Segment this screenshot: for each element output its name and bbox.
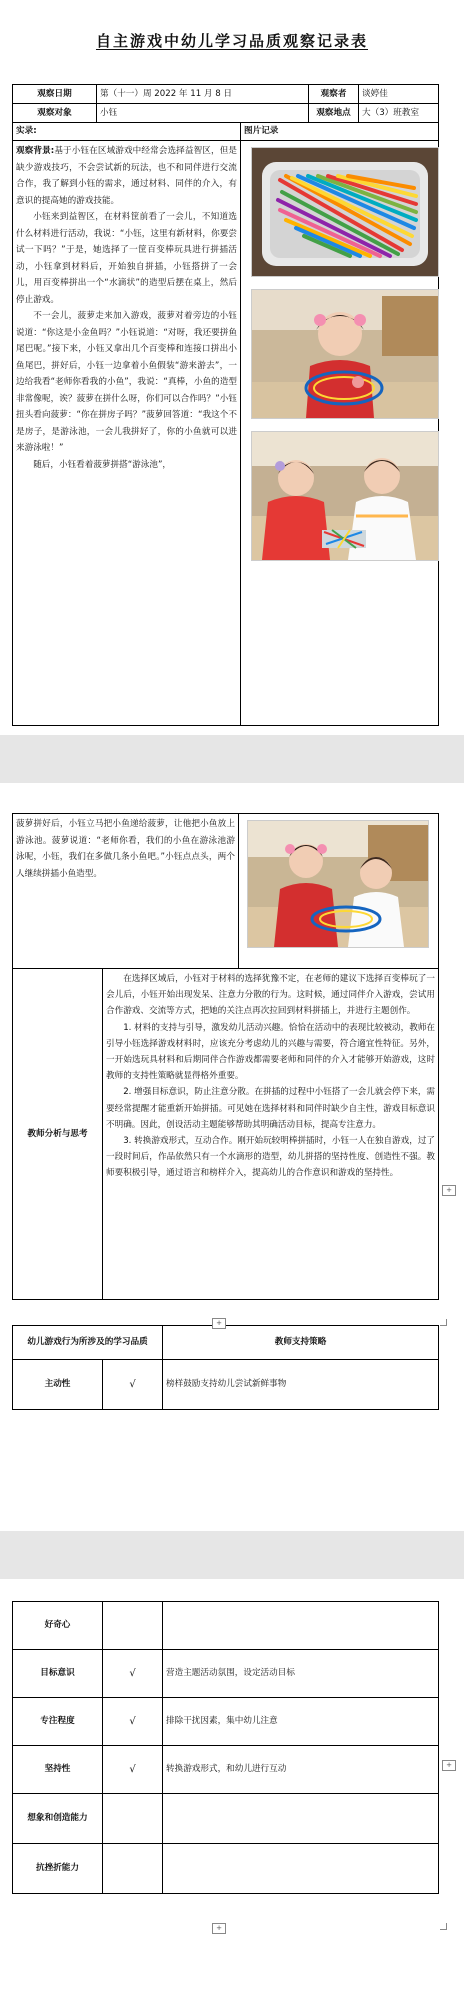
record-narrative	[13, 141, 241, 726]
quality-strategy: 榜样鼓励支持幼儿尝试新鲜事物	[163, 1360, 439, 1410]
quality-strategy	[163, 1844, 439, 1894]
quality-check	[103, 1602, 163, 1650]
table-resize-handle[interactable]	[440, 1319, 447, 1326]
place-value: 大（3）班教室	[359, 104, 439, 123]
quality-name: 想象和创造能力	[13, 1794, 103, 1844]
quality-check: √	[103, 1746, 163, 1794]
photo-label: 图片记录	[241, 123, 439, 141]
record-paragraph-2: 不一会儿，菠萝走来加入游戏，菠萝对着旁边的小钰说道：“你这是小金鱼吗？”小钰说道：“对呀，我还要拼鱼尾巴呢。”接下来，小钰又拿出几个百变棒和连接口拼出小鱼尾巴，拼好后，小钰一边拿着小鱼假装“游来游去”，一边给我看“老师你看我的小鱼”，我说：“真棒，小鱼的造型非常像呢，诶？菠萝在拼什么呀，你们可以合作吗？”小钰扭头看向菠萝：“你在拼房子吗？”菠萝回答道：“我这个不是房子，是游泳池，一会儿我拼好了，你的小鱼就可以进来游泳啦！”	[16, 311, 237, 453]
quality-check	[103, 1794, 163, 1844]
bg-label: 观察背景:	[16, 146, 55, 156]
photo-kids-pool	[247, 820, 429, 948]
quality-name: 好奇心	[13, 1602, 103, 1650]
quality-name: 主动性	[13, 1360, 103, 1410]
record-continued-cell	[13, 814, 239, 969]
quality-row	[13, 1360, 439, 1410]
quality-check: √	[103, 1650, 163, 1698]
analysis-paragraph-1: 在选择区域后，小钰对于材料的选择犹豫不定，在老师的建议下选择百变棒玩了一会儿后，小钰开始出现发呆、注意力分散的行为。这时候，通过同伴介入游戏，尝试用合作游戏、交流等方式，把她的关注点再次拉回到材料拼插上，并进行主题创作。	[106, 974, 436, 1017]
quality-name: 专注程度	[13, 1698, 103, 1746]
table-resize-handle-2[interactable]	[440, 1923, 447, 1930]
analysis-paragraph-3: 2. 增强目标意识，防止注意分散。在拼插的过程中小钰搭了一会儿就会停下来，需要经常提醒才能重新开始拼插。可见她在选择材料和同伴时缺少自主性，游戏目标意识不明确。因此，创设活动主题能够帮助其明确活动目标，提高专注意力。	[106, 1087, 436, 1130]
quality-strategy	[163, 1602, 439, 1650]
place-label: 观察地点	[309, 104, 359, 123]
photo-girl-building	[251, 289, 439, 419]
photo-cell	[241, 141, 439, 726]
table-move-handle[interactable]: +	[212, 1318, 226, 1329]
document-title: 自主游戏中幼儿学习品质观察记录表	[95, 32, 368, 50]
target-label: 观察对象	[13, 104, 97, 123]
quality-row	[13, 1746, 439, 1794]
date-value: 第（十一）周 2022 年 11 月 8 日	[97, 85, 309, 104]
observer-label: 观察者	[309, 85, 359, 104]
quality-name: 抗挫折能力	[13, 1844, 103, 1894]
quality-table-bottom	[12, 1601, 439, 1894]
quality-check: √	[103, 1698, 163, 1746]
quality-row	[13, 1794, 439, 1844]
record-paragraph-3: 随后，小钰看着菠萝拼搭“游泳池”，	[33, 459, 171, 470]
quality-check	[103, 1844, 163, 1894]
quality-check: √	[103, 1360, 163, 1410]
quality-table-top	[12, 1325, 439, 1410]
record-paragraph-4: 菠萝拼好后，小钰立马把小鱼递给菠萝，让他把小鱼放上游泳池。菠萝说道：“老师你看，我们的小鱼在游泳池游泳呢，小钰，我们在多做几条小鱼吧。”小钰点点头，两个人继续拼插小鱼造型。	[16, 819, 236, 879]
quality-strategy: 转换游戏形式，和幼儿进行互动	[163, 1746, 439, 1794]
photo-sticks-basket	[251, 147, 439, 277]
continuation-table	[12, 813, 439, 1300]
photo-cell-2	[239, 814, 439, 969]
quality-header-strategy: 教师支持策略	[163, 1326, 439, 1360]
quality-row	[13, 1844, 439, 1894]
quality-name: 坚持性	[13, 1746, 103, 1794]
analysis-paragraph-2: 1. 材料的支持与引导，激发幼儿活动兴趣。恰恰在活动中的表现比较被动，教师在引导小钰选择游戏材料时，应该充分考虑幼儿的兴趣与需要，符合適宜性特征。另外，一开始选玩具材料和后期同伴合作游戏都需要老师和同伴的介入才能够开始游戏，这时教师的支持性策略就显得格外重要。	[106, 1022, 436, 1082]
table-add-handle[interactable]: +	[442, 1185, 456, 1196]
page-1	[0, 0, 464, 735]
analysis-cell	[103, 969, 439, 1300]
quality-strategy	[163, 1794, 439, 1844]
quality-row	[13, 1602, 439, 1650]
page-2	[0, 783, 464, 1531]
table-add-handle-2[interactable]: +	[442, 1760, 456, 1771]
page-gap-2	[0, 1531, 464, 1579]
table-move-handle-2[interactable]: +	[212, 1923, 226, 1934]
quality-row	[13, 1650, 439, 1698]
photo-two-kids	[251, 431, 439, 561]
quality-header-behavior: 幼儿游戏行为所涉及的学习品质	[13, 1326, 163, 1360]
analysis-label: 教师分析与思考	[13, 969, 103, 1300]
page-gap-1	[0, 735, 464, 783]
info-table	[12, 84, 439, 726]
quality-row	[13, 1698, 439, 1746]
page-3	[0, 1579, 464, 2003]
analysis-paragraph-4: 3. 转换游戏形式，互动合作。刚开始玩较明棒拼插时，小钰一人在独自游戏，过了一段时间后，作品依然只有一个水滴形的造型，幼儿拼搭的坚持性度、创造性不强。教师要积极引导，通过语言和榜样介入，提高幼儿的合作意识和游戏的坚持性。	[106, 1136, 436, 1179]
bg-text: 基于小钰在区域游戏中经常会选择益智区，但是缺少游戏技巧，不会尝试新的玩法，也不和同伴进行交流合作，我了解到小钰的需求，通过材料、同伴的介入，有意识的提高她的游戏技能。	[16, 146, 237, 206]
quality-strategy: 营造主题活动氛围，设定活动目标	[163, 1650, 439, 1698]
date-label: 观察日期	[13, 85, 97, 104]
case-label: 实录:	[13, 123, 241, 141]
observer-value: 谈婷佳	[359, 85, 439, 104]
quality-name: 目标意识	[13, 1650, 103, 1698]
quality-strategy: 排除干扰因素，集中幼儿注意	[163, 1698, 439, 1746]
target-value: 小钰	[97, 104, 309, 123]
record-paragraph-1: 小钰来到益智区，在材料筐前看了一会儿，不知道选什么材料进行活动，我说：“小钰，这里有新材料，你要尝试一下吗？”于是，她选择了一筐百变棒玩具进行拼插活动，小钰拿到材料后，开始独自拼插，小钰搭拼了一会儿，用百变棒拼出一个“水滴状”的造型后摆在桌上，然后停止游戏。	[16, 212, 237, 305]
